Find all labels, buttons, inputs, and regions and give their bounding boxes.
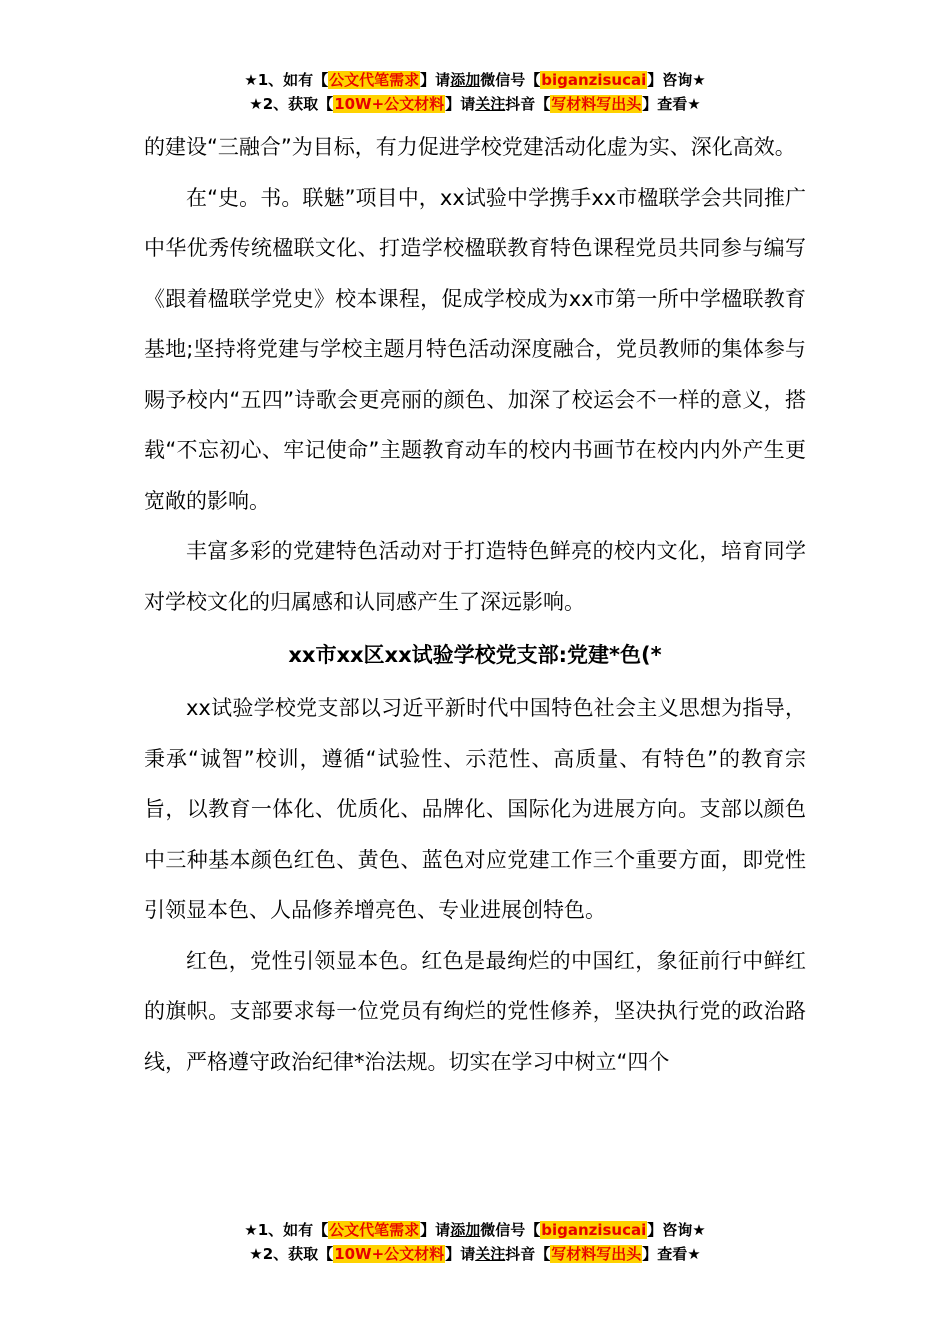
banner-text: ★1、如有【 [244,71,329,89]
banner-text: 】查看★ [642,95,701,113]
header-banner [0,68,950,116]
footer-banner [0,1218,950,1266]
banner-text: 】请 [445,1245,476,1263]
highlight-wechat-id: biganzisucai [541,71,647,89]
highlight-douyin-account: 写材料写出头 [551,95,642,113]
banner-text: 】咨询★ [647,71,706,89]
paragraph-activities-impact: 丰富多彩的党建特色活动对于打造特色鲜亮的校内文化，培育同学对学校文化的归属感和认同感产生了深远影响。 [144,539,806,614]
banner-text: 】查看★ [642,1245,701,1263]
banner-text: 微信号【 [480,1221,541,1239]
highlight-wechat-id: biganzisucai [541,1221,647,1239]
banner-line-2 [0,1242,950,1266]
highlight-ghostwriting: 公文代笔需求 [329,71,420,89]
paragraph-continuation: 的建设“三融合”为目标，有力促进学校党建活动化虚为实、深化高效。 [144,135,796,159]
banner-text: 抖音【 [505,1245,551,1263]
banner-text: 】请 [420,1221,451,1239]
banner-text: 抖音【 [505,95,551,113]
banner-text: 微信号【 [480,71,541,89]
highlight-materials: 10W+公文材料 [334,95,445,113]
highlight-ghostwriting: 公文代笔需求 [329,1221,420,1239]
paragraph-couplet-project: 在“史。书。联魅”项目中，xx试验中学携手xx市楹联学会共同推广中华优秀传统楹联文化、打造学校楹联教育特色课程党员共同参与编写《跟着楹联学党史》校本课程，促成学校成为xx市第一所中学楹联教育基地;坚持将党建与学校主题月特色活动深度融合，党员教师的集体参与赐予校内“五四”诗歌会更亮丽的颜色、加深了校运会不一样的意义，搭载“不忘初心、牢记使命”主题教育动车的校内书画节在校内内外产生更宽敞的影响。 [144,185,806,513]
underlined-add: 添加 [450,1221,481,1239]
section-heading: xx市xx区xx试验学校党支部:党建*色(* [288,643,662,667]
paragraph-red: 红色，党性引领显本色。红色是最绚烂的中国红，象征前行中鲜红的旗帜。支部要求每一位党员有绚烂的党性修养，坚决执行党的政治路线，严格遵守政治纪律*治法规。切实在学习中树立“四个 [144,948,806,1074]
underlined-follow: 关注 [475,95,506,113]
banner-text: ★1、如有【 [244,1221,329,1239]
banner-text: 】请 [420,71,451,89]
banner-line-1 [0,68,950,92]
document-body [144,122,806,1087]
banner-text: ★2、获取【 [249,1245,334,1263]
underlined-follow: 关注 [475,1245,506,1263]
highlight-materials: 10W+公文材料 [334,1245,445,1263]
highlight-douyin-account: 写材料写出头 [551,1245,642,1263]
banner-text: 】咨询★ [647,1221,706,1239]
banner-line-2 [0,92,950,116]
paragraph-branch-intro: xx试验学校党支部以习近平新时代中国特色社会主义思想为指导，秉承“诚智”校训，遵循“试验性、示范性、高质量、有特色”的教育宗旨，以教育一体化、优质化、品牌化、国际化为进展方向。支部以颜色中三种基本颜色红色、黄色、蓝色对应党建工作三个重要方面，即党性引领显本色、人品修养增亮色、专业进展创特色。 [144,696,806,922]
banner-text: ★2、获取【 [249,95,334,113]
underlined-add: 添加 [450,71,481,89]
banner-text: 】请 [445,95,476,113]
banner-line-1 [0,1218,950,1242]
